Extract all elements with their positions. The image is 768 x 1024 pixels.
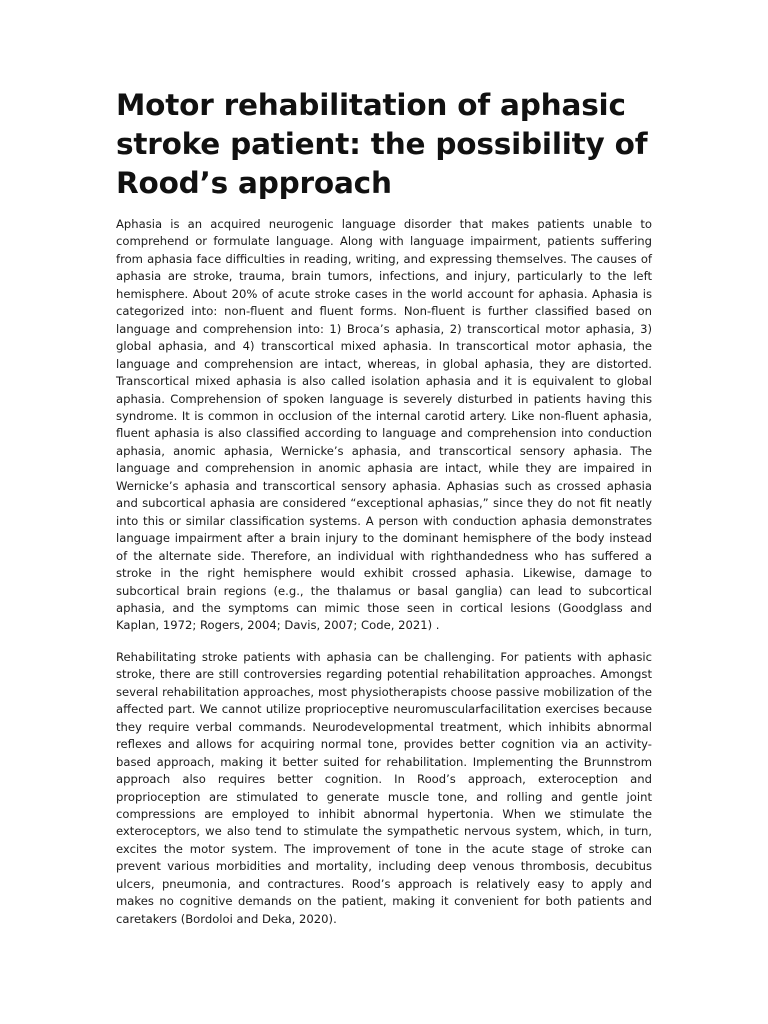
- paragraph-rehabilitation: Rehabilitating stroke patients with aphasia can be challenging. For patients with aphasic stroke, there are still controversies regarding potential rehabilitation approaches. Amongst several rehabilitation approaches, most physiotherapists choose passive mobilization of the affected part. We cannot utilize proprioceptive neuromuscularfacilitation exercises because they require verbal commands. Neurodevelopmental treatment, which inhibits abnormal reflexes and allows for acquiring normal tone, provides better cognition via an activity-based approach, making it better suited for rehabilitation. Implementing the Brunnstrom approach also requires better cognition. In Rood’s approach, exteroception and proprioception are stimulated to generate muscle tone, and rolling and gentle joint compressions are employed to inhibit abnormal hypertonia. When we stimulate the exteroceptors, we also tend to stimulate the sympathetic nervous system, which, in turn, excites the motor system. The improvement of tone in the acute stage of stroke can prevent various morbidities and mortality, including deep venous thrombosis, decubitus ulcers, pneumonia, and contractures. Rood’s approach is relatively easy to apply and makes no cognitive demands on the patient, making it convenient for both patients and caretakers (Bordoloi and Deka, 2020).: [116, 649, 652, 926]
- document-title: Motor rehabilitation of aphasic stroke patient: the possibility of Rood’s approach: [116, 88, 648, 200]
- document-page: [116, 86, 652, 942]
- paragraph-aphasia-overview: Aphasia is an acquired neurogenic language disorder that makes patients unable to comprehend or formulate language. Along with language impairment, patients suffering from aphasia face difficulties in reading, writing, and expressing themselves. The causes of aphasia are stroke, trauma, brain tumors, infections, and injury, particularly to the left hemisphere. About 20% of acute stroke cases in the world account for aphasia. Aphasia is categorized into: non-fluent and fluent forms. Non-fluent is further classified based on language and comprehension into: 1) Broca’s aphasia, 2) transcortical motor aphasia, 3) global aphasia, and 4) transcortical mixed aphasia. In transcortical motor aphasia, the language and comprehension are intact, whereas, in global aphasia, they are distorted. Transcortical mixed aphasia is also called isolation aphasia and it is equivalent to global aphasia. Comprehension of spoken language is severely disturbed in patients having this syndrome. It is common in occlusion of the internal carotid artery. Like non-fluent aphasia, fluent aphasia is also classified according to language and comprehension into conduction aphasia, anomic aphasia, Wernicke’s aphasia, and transcortical sensory aphasia. The language and comprehension in anomic aphasia are intact, while they are impaired in Wernicke’s aphasia and transcortical sensory aphasia. Aphasias such as crossed aphasia and subcortical aphasia are considered “exceptional aphasias,” since they do not fit neatly into this or similar classification systems. A person with conduction aphasia demonstrates language impairment after a brain injury to the dominant hemisphere of the body instead of the alternate side. Therefore, an individual with righthandedness who has suffered a stroke in the right hemisphere would exhibit crossed aphasia. Likewise, damage to subcortical brain regions (e.g., the thalamus or basal ganglia) can lead to subcortical aphasia, and the symptoms can mimic those seen in cortical lesions (Goodglass and Kaplan, 1972; Rogers, 2004; Davis, 2007; Code, 2021) .: [116, 217, 652, 633]
